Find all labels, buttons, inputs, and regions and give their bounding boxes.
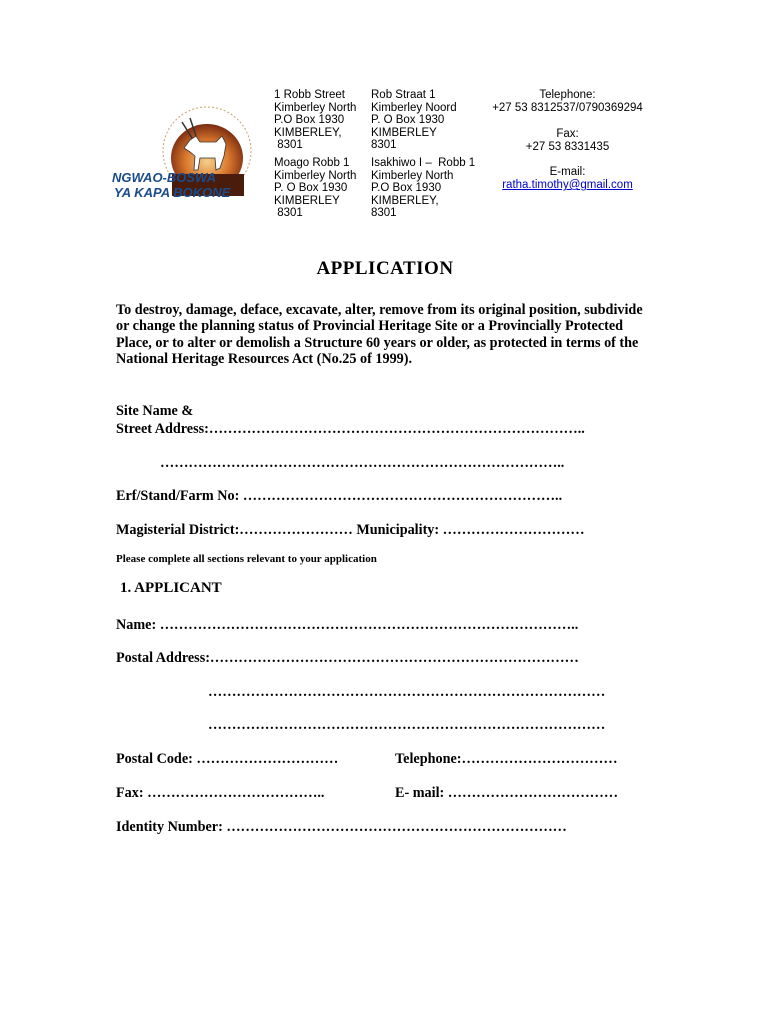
intro-paragraph: To destroy, damage, deface, excavate, alter, remove from its original position, subdivide or change the planning status of Provincial Heritage Site or a Provincially Protected Place, or to alter or demolish a Structure 60 years or older, as protected in terms of the National Heritage Resources Act (No.25 of 1999). [116,302,643,368]
address-afrikaans: Rob Straat 1 Kimberley Noord P. O Box 1930 KIMBERLEY 8301 [371,89,457,152]
address-isixhosa: Isakhiwo I – Robb 1 Kimberley North P.O Box 1930 KIMBERLEY, 8301 [371,157,476,220]
page-title: APPLICATION [316,258,454,279]
fax-value: +27 53 8331435 [525,141,610,153]
address-setswana: Moago Robb 1 Kimberley North P. O Box 1930 KIMBERLEY 8301 [274,157,357,220]
telephone-value: +27 53 8312537/0790369294 [492,102,643,114]
instruction-note: Please complete all sections relevant to your application [116,553,377,565]
fax-label: Fax: [556,128,579,140]
erf-field[interactable]: Erf/Stand/Farm No: ………………………………………………………….. [116,488,563,504]
email-field[interactable]: E- mail: ……………………………… [395,785,619,801]
email-link[interactable]: ratha.timothy@gmail.com [502,179,633,191]
section-applicant-heading: 1. APPLICANT [120,580,222,596]
postal-address-cont1-field[interactable]: ………………………………………………………………………… [208,684,606,700]
postal-code-field[interactable]: Postal Code: ………………………… [116,751,339,767]
fax-field[interactable]: Fax: ……………………………….. [116,785,325,801]
street-address-field[interactable]: Street Address:…………………………………………………………………….. [116,421,585,437]
logo-text-2: YA KAPA BOKONE [114,185,231,200]
identity-number-field[interactable]: Identity Number: ……………………………………………………………… [116,819,567,835]
logo-text-1: NGWAO-BOSWA [112,170,216,185]
address-english: 1 Robb Street Kimberley North P.O Box 1930 KIMBERLEY, 8301 [274,89,357,152]
telephone-field[interactable]: Telephone:…………………………… [395,751,618,767]
email-label: E-mail: [549,166,586,178]
magisterial-district-field[interactable]: Magisterial District:…………………… Municipality: ………………………… [116,522,585,538]
email-value-container [485,179,650,192]
telephone-label: Telephone: [539,89,596,101]
applicant-name-field[interactable]: Name: …………………………………………………………………………….. [116,617,579,633]
heritage-logo [112,96,267,211]
postal-address-field[interactable]: Postal Address:…………………………………………………………………… [116,650,579,666]
postal-address-cont2-field[interactable]: ………………………………………………………………………… [208,717,606,733]
street-address-cont-field[interactable]: ………………………………………………………………………….. [160,455,565,471]
site-name-label: Site Name & [116,403,194,419]
